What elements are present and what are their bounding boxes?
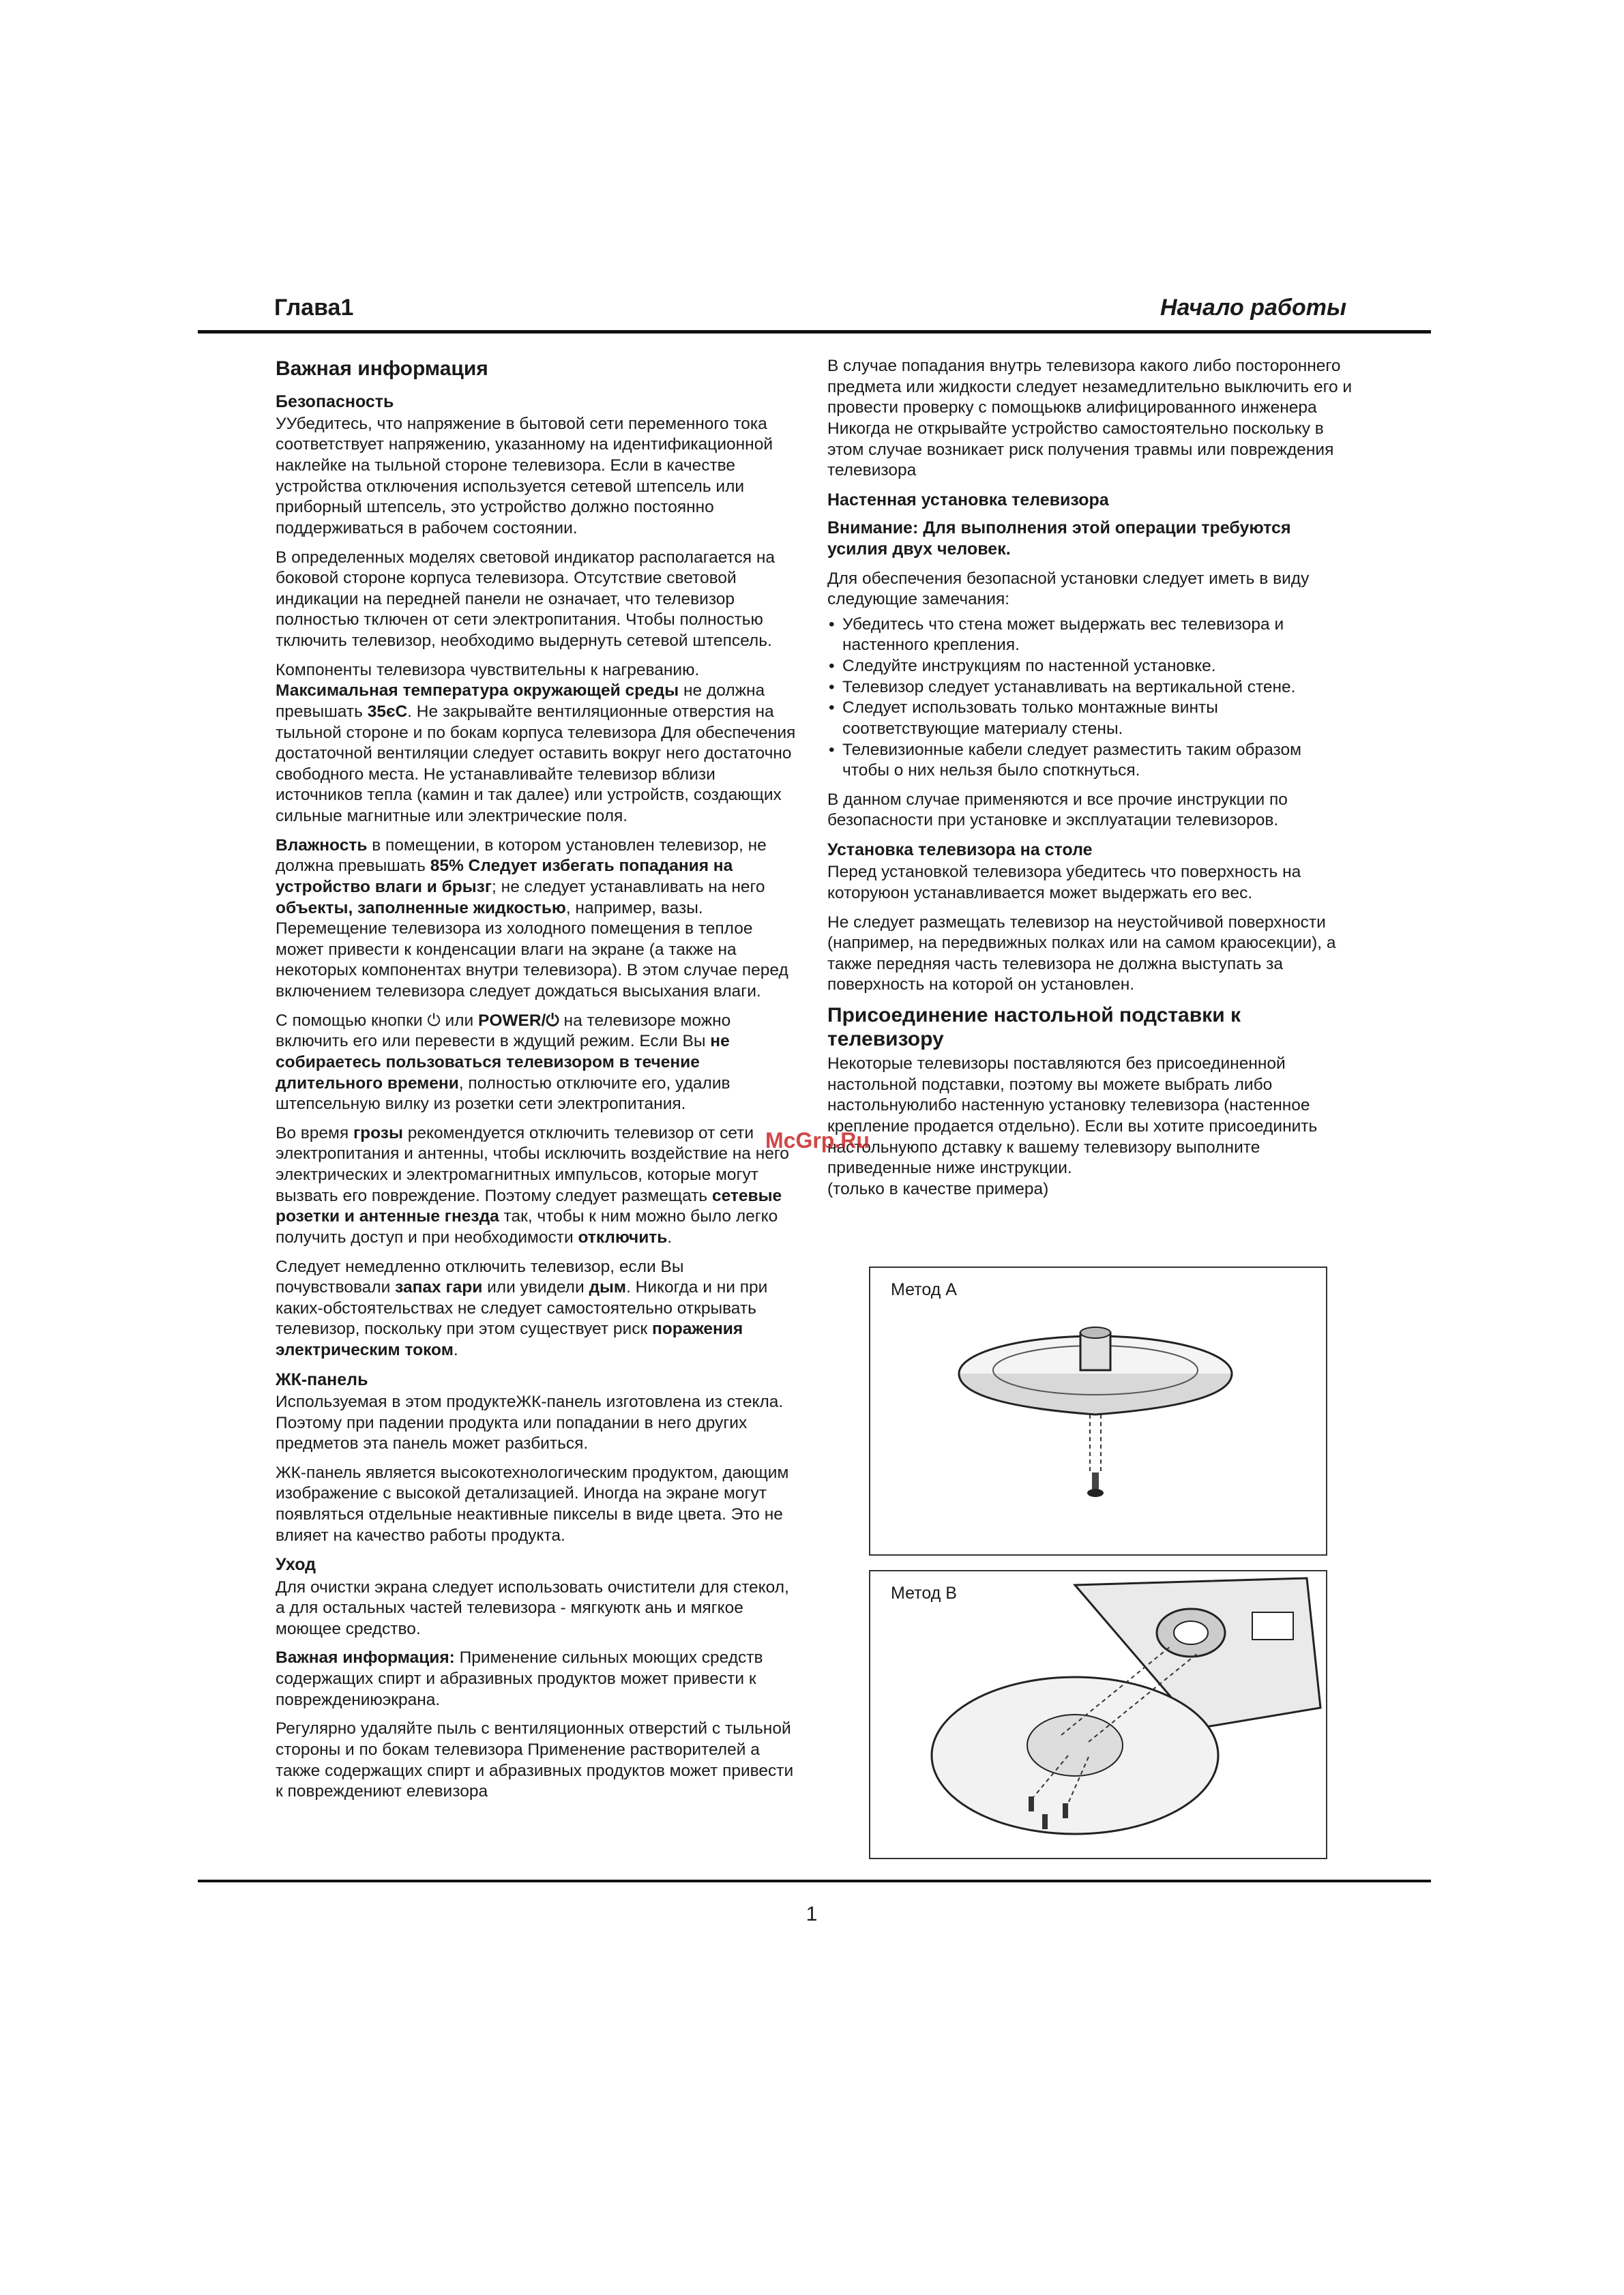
list-item: • Следует использовать только монтажные винты соответствующие материалу стены.	[827, 698, 1353, 739]
text-bold: сетевые розетки и антенные гнезда	[276, 1186, 782, 1226]
text: не должна превышать	[276, 681, 765, 721]
method-b-label: Метод B	[891, 1584, 957, 1603]
safety-heading: Безопасность	[276, 391, 394, 411]
text: рекомендуется отключить телевизор от сети электропитания и антенны, чтобы исключить воздействие на него электрических и электромагнитных импульсов, которые могут вызвать его повреждение. Поэтому следует размещать	[276, 1123, 789, 1205]
text: . Не закрывайте вентиляционные отверстия на тыльной стороне и по бокам корпуса телевизора Для обеспечения достаточной вентиляции следует оставить вокруг него достаточно свободного места. Не устанавливайте телевизор вблизи источников тепла (камин и так далее) или устройств, создающих сильные магнитные или электрические поля.	[276, 702, 796, 825]
text-bold: объекты, заполненные жидкостью	[276, 898, 566, 917]
footer-rule	[198, 1880, 1431, 1882]
text: . Никогда и ни при каких-обстоятельствах не следует самостоятельно открывать телевизор, поскольку при этом существует риск	[276, 1278, 768, 1339]
paragraph-heat	[276, 660, 801, 827]
text: ; не следует устанавливать на него	[492, 877, 765, 896]
page-title: Важная информация	[276, 357, 488, 380]
text: в помещении, в котором установлен телевизор, не должна превышать	[276, 835, 767, 876]
list-item: • Следуйте инструкциям по настенной установке.	[827, 656, 1353, 677]
list-item: • Убедитесь что стена может выдержать вес телевизора и настенного крепления.	[827, 615, 1353, 656]
method-a-label: Метод A	[891, 1280, 957, 1299]
wall-mount-list	[827, 615, 1353, 782]
text: Компоненты телевизора чувствительны к нагреванию.	[276, 660, 700, 679]
lcd-heading: ЖК-панель	[276, 1369, 368, 1389]
text-bold: запах гари	[395, 1278, 483, 1297]
paragraph-important	[276, 1648, 801, 1711]
table-mount-heading: Установка телевизора на столе	[827, 840, 1093, 859]
left-column	[276, 356, 801, 1811]
right-column	[827, 356, 1353, 1208]
paragraph-notes-intro: Для обеспечения безопасной установки следует иметь в виду следующие замечания:	[827, 569, 1310, 609]
paragraph-other-instructions: В данном случае применяются и все прочие инструкции по безопасности при установке и эксплуатации телевизоров.	[827, 790, 1288, 830]
text-bold: Влажность	[276, 835, 368, 855]
header-rule	[198, 330, 1431, 334]
paragraph-foreign-object: В случае попадания внутрь телевизора какого либо постороннего предмета или жидкости следует незамедлительно выключить его и провести проверку с помощьюкв алифицированного инженера Никогда не открывайте устройство самостоятельно поскольку в этом случае возникает риск получения травмы или повреждения телевизора	[827, 357, 1353, 480]
text: так, чтобы к ним можно было легко получить доступ и при необходимости	[276, 1207, 778, 1247]
care-heading: Уход	[276, 1555, 316, 1575]
list-item: • Телевизор следует устанавливать на вертикальной стене.	[827, 677, 1353, 698]
text-bold: отключить	[578, 1228, 668, 1247]
text-bold: 85% Следует избегать попадания на устройство влаги и брызг	[276, 857, 733, 896]
text: С помощью кнопки ⏻ или	[276, 1011, 478, 1030]
text: на телевизоре можно включить его или перевести в ждущий режим. Если Вы	[276, 1011, 731, 1051]
text-bold: Максимальная температура окружающей среды	[276, 681, 679, 700]
paragraph-dust: Регулярно удаляйте пыль с вентиляционных отверстий с тыльной стороны и по бокам телевизора Применение растворителей а также содержащих спирт и абразивных продуктов может привести к повреждениют елевизора	[276, 1719, 794, 1801]
text-bold: Важная информация:	[276, 1648, 455, 1668]
watermark: McGrp.Ru	[765, 1128, 870, 1153]
figure-method-a	[869, 1267, 1327, 1556]
paragraph-example-note: (только в качестве примера)	[827, 1179, 1049, 1198]
paragraph-power	[276, 1011, 801, 1115]
text: Следует немедленно отключить телевизор, если Вы почувствовали	[276, 1257, 684, 1297]
stand-illustration-b	[870, 1571, 1326, 1858]
text: или увидели	[482, 1278, 589, 1297]
text: Во время	[276, 1123, 353, 1142]
paragraph-smoke	[276, 1257, 801, 1361]
paragraph-lcd-pixels: ЖК-панель является высокотехнологическим продуктом, дающим изображение с высокой детализацией. Иногда на экране могут появляться отдельные неактивные пикселы в виде цвета. Это не влияет на качество работы продукта.	[276, 1463, 789, 1545]
text: .	[453, 1341, 458, 1359]
text-bold: грозы	[353, 1123, 403, 1142]
figure-method-b	[869, 1570, 1327, 1859]
paragraph-indicator: В определенных моделях световой индикатор располагается на боковой стороне корпуса телевизора. Отсутствие световой индикации на передней панели не означает, что телевизор полностью тключен от сети электропитания. Чтобы полностью тключить телевизор, необходимо выдернуть сетевой штепсель.	[276, 548, 775, 650]
paragraph-stand: Некоторые телевизоры поставляются без присоединенной настольной подставки, поэтому вы можете выбрать либо настольнуюлибо настенную установку телевизора (настенное крепление продается отдельно). Если вы хотите присоединить настольнуюпо дставку к вашему телевизору выполните приведенные ниже инструкции.	[827, 1054, 1318, 1178]
section-title: Начало работы	[1160, 295, 1346, 321]
text: , полностью отключите его, удалив штепсельную вилку из розетки сети электропитания.	[276, 1074, 730, 1114]
page-number: 1	[806, 1903, 818, 1925]
list-item: • Телевизионные кабели следует разместить таким образом чтобы о них нельзя было споткнуться.	[827, 740, 1353, 782]
text: , например, вазы. Перемещение телевизора из холодного помещения в теплое может привести к конденсации влаги на экране (а также на некоторых компонентах внутри телевизора). В этом случае перед включением телевизора следует дождаться высыхания влаги.	[276, 898, 788, 1001]
wall-mount-heading: Настенная установка телевизора	[827, 490, 1109, 509]
paragraph-unstable: Не следует размещать телевизор на неустойчивой поверхности (например, на передвижных полках или на самом краюсекции), а также передняя часть телевизора не должна выступать за поверхность на которой он установлен.	[827, 913, 1336, 994]
paragraph-storm	[276, 1123, 801, 1249]
text: Применение сильных моющих средств содержащих спирт и абразивных продуктов может привести к повреждениюэкрана.	[276, 1648, 763, 1709]
text-bold: дым	[589, 1278, 627, 1297]
text-bold: POWER/⏻	[477, 1011, 559, 1030]
paragraph-cleaning: Для очистки экрана следует использовать очистители для стекол, а для остальных частей телевизора - мягкуютк ань и мягкое моющее средство.	[276, 1578, 789, 1638]
text-bold: 35єC	[367, 702, 408, 721]
paragraph-voltage: УУбедитесь, что напряжение в бытовой сети переменного тока соответствует напряжению, указанному на идентификационной наклейке на тыльной стороне телевизора. Если в качестве устройства отключения используется сетевой штепсель или приборный штепсель, это устройство должно постоянно поддерживаться в рабочем состоянии.	[276, 414, 773, 537]
warning-text: Внимание: Для выполнения этой операции требуются усилия двух человек.	[827, 518, 1291, 559]
text: .	[667, 1228, 673, 1247]
paragraph-lcd-glass: Используемая в этом продуктеЖК-панель изготовлена из стекла. Поэтому при падении продукта или попадании в него других предметов эта панель может разбиться.	[276, 1392, 784, 1453]
paragraph-humidity	[276, 835, 801, 1003]
chapter-label: Глава1	[274, 295, 354, 321]
text-bold: поражения электрическим током	[276, 1320, 743, 1359]
paragraph-surface: Перед установкой телевизора убедитесь что поверхность на которуюон устанавливается может выдержать его вес.	[827, 863, 1301, 902]
stand-illustration-a	[870, 1268, 1326, 1554]
text-bold: не собираетесь пользоваться телевизором в течение длительного времени	[276, 1032, 730, 1093]
stand-heading: Присоединение настольной подставки к телевизору	[827, 1004, 1241, 1050]
